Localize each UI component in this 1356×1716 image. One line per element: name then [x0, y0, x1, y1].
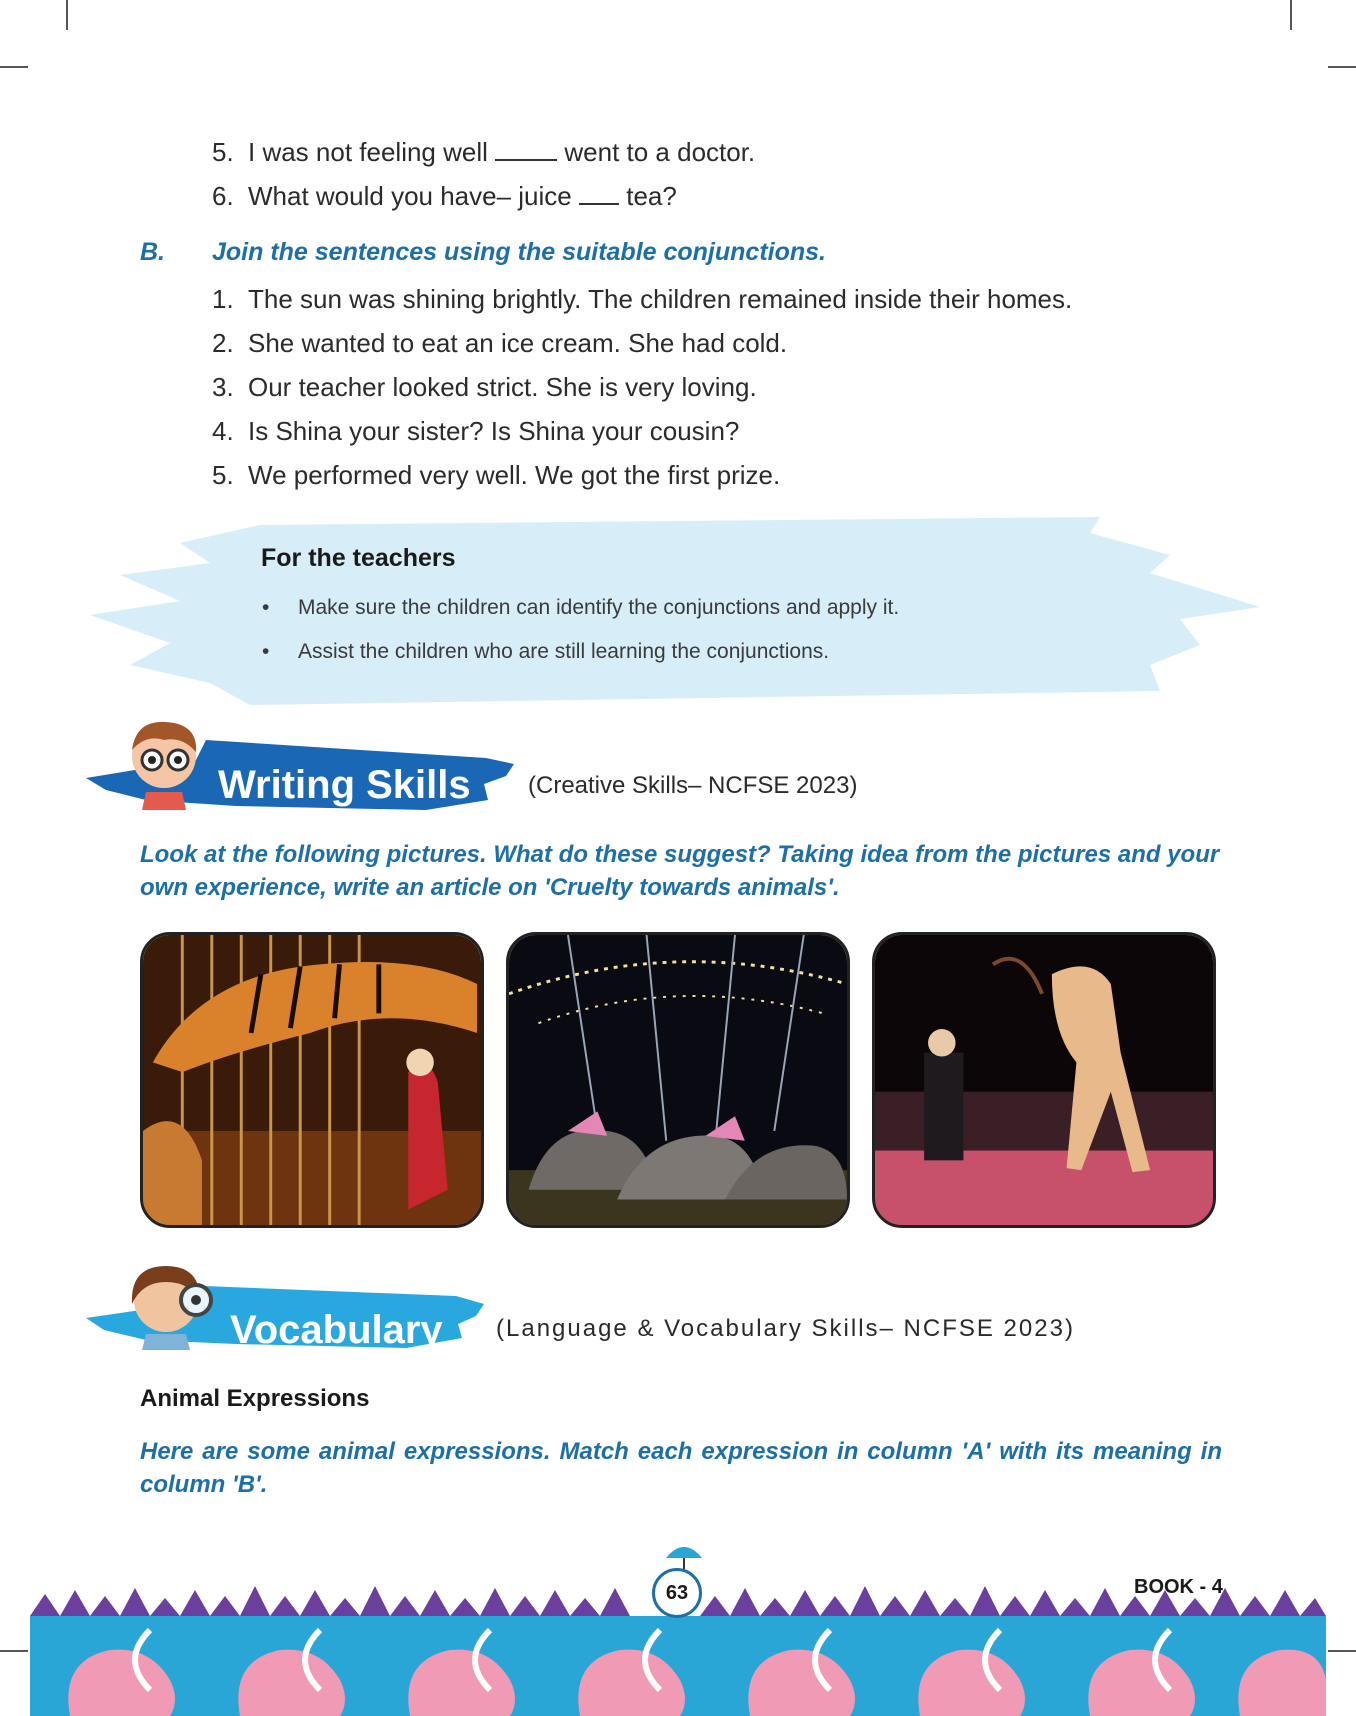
animal-expressions-heading: Animal Expressions — [140, 1385, 370, 1412]
list-item — [212, 174, 755, 218]
crop-mark — [1290, 0, 1292, 30]
writing-skills-subtitle: (Creative Skills– NCFSE 2023) — [528, 772, 858, 799]
list-item — [212, 409, 1072, 453]
book-label: BOOK - 4 — [1134, 1576, 1223, 1598]
list-item — [212, 365, 1072, 409]
item-number: 5. — [212, 460, 234, 490]
vocabulary-instruction: Here are some animal expressions. Match each expression in column 'A' with its meaning in column 'B'. — [140, 1438, 1222, 1498]
crop-mark — [1328, 66, 1356, 68]
elephant-circus-photo — [506, 932, 850, 1228]
item-text: Is Shina your sister? Is Shina your cousin? — [248, 416, 740, 446]
list-item — [212, 130, 755, 174]
item-number: 2. — [212, 328, 234, 358]
blank-line — [579, 181, 619, 205]
section-b-heading — [140, 238, 826, 267]
note-text: Make sure the children can identify the conjunctions and apply it. — [298, 596, 900, 619]
item-number: 1. — [212, 284, 234, 314]
item-text: We performed very well. We got the first prize. — [248, 460, 781, 490]
item-number: 6. — [212, 181, 234, 211]
teacher-note-title: For the teachers — [261, 544, 456, 572]
teacher-note-list — [262, 586, 899, 674]
horse-circus-photo — [872, 932, 1216, 1228]
note-text: Assist the children who are still learning the conjunctions. — [298, 640, 830, 663]
join-sentences-list — [212, 277, 1072, 497]
item-text: Our teacher looked strict. She is very loving. — [248, 372, 757, 402]
item-text: I was not feeling well went to a doctor. — [248, 137, 756, 167]
item-number: 3. — [212, 372, 234, 402]
item-number: 5. — [212, 137, 234, 167]
writing-skills-title: Writing Skills — [218, 763, 471, 807]
vocabulary-title: Vocabulary — [230, 1308, 443, 1352]
item-text: The sun was shining brightly. The children remained inside their homes. — [248, 284, 1073, 314]
list-item — [212, 453, 1072, 497]
blank-line — [495, 137, 557, 161]
list-item — [262, 586, 899, 630]
list-item — [212, 321, 1072, 365]
item-number: 4. — [212, 416, 234, 446]
fill-blank-list — [212, 130, 755, 218]
bullet: • — [262, 596, 270, 619]
list-item — [262, 630, 899, 674]
section-instruction: Join the sentences using the suitable conjunctions. — [212, 238, 826, 266]
list-item — [212, 277, 1072, 321]
writing-instruction: Look at the following pictures. What do these suggest? Taking idea from the pictures and your own experience, write an article on 'Cruelty towards animals'. — [140, 841, 1220, 901]
section-label: B. — [140, 238, 165, 266]
crop-mark — [66, 0, 68, 30]
bullet: • — [262, 640, 270, 663]
umbrella-icon — [664, 1540, 704, 1570]
item-text: She wanted to eat an ice cream. She had cold. — [248, 328, 788, 358]
item-text: What would you have– juice tea? — [248, 181, 677, 211]
tiger-circus-photo — [140, 932, 484, 1228]
page-number: 63 — [652, 1568, 702, 1618]
vocabulary-subtitle: (Language & Vocabulary Skills– NCFSE 2023) — [496, 1315, 1075, 1342]
crop-mark — [0, 66, 28, 68]
